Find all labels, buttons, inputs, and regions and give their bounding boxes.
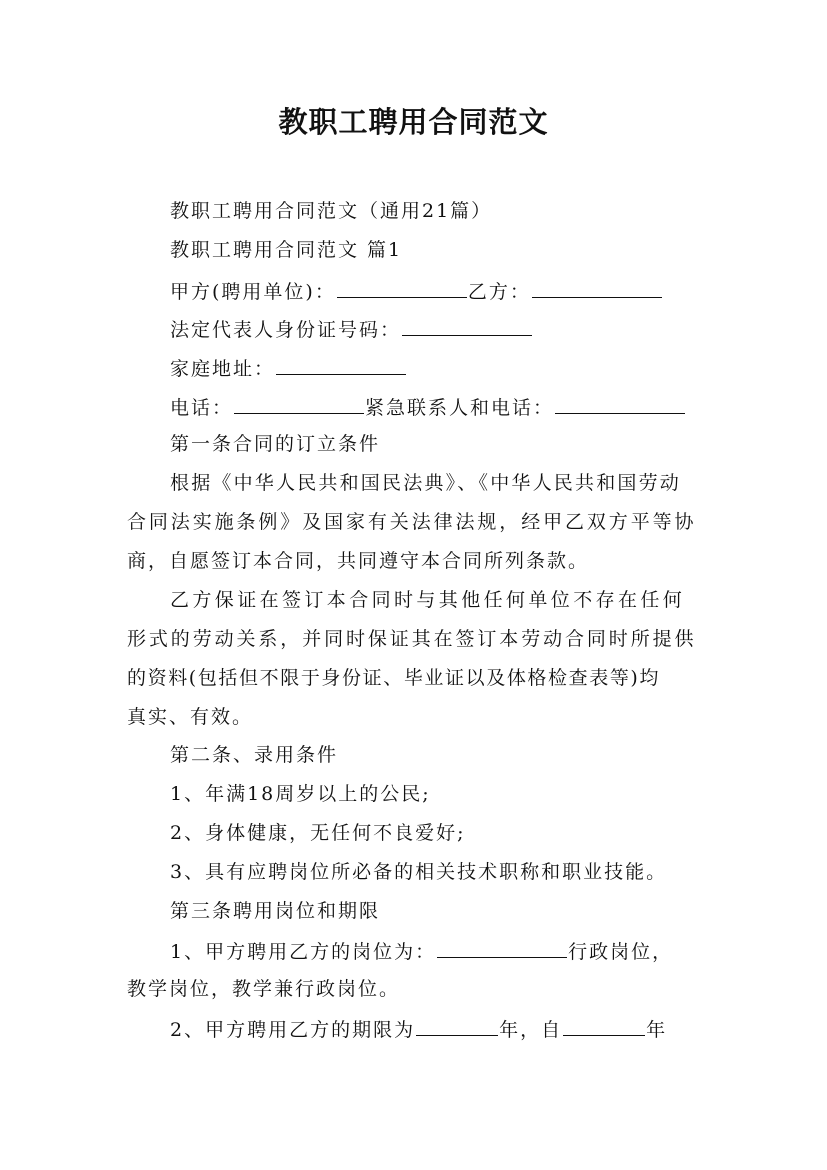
- paragraph-1-line-3: 商，自愿签订本合同，共同遵守本合同所列条款。: [127, 550, 590, 572]
- condition-item-3: 3、具有应聘岗位所必备的相关技术职称和职业技能。: [170, 861, 668, 883]
- position-label: 1、甲方聘用乙方的岗位为：: [170, 941, 437, 963]
- paragraph-2-line-3: 的资料(包括但不限于身份证、毕业证以及体格检查表等)均: [127, 667, 661, 689]
- position-line: [170, 937, 673, 965]
- paragraph-2-line-1: 乙方保证在签订本合同时与其他任何单位不存在任何: [170, 589, 686, 611]
- condition-item-1: 1、年满18周岁以上的公民;: [170, 783, 431, 805]
- paragraph-1-line-2: 合同法实施条例》及国家有关法律法规，经甲乙双方平等协: [127, 511, 697, 533]
- address-blank[interactable]: [276, 354, 406, 375]
- id-number-blank[interactable]: [402, 315, 532, 336]
- party-b-label: 乙方：: [467, 281, 531, 303]
- document-title: 教职工聘用合同范文: [278, 105, 549, 139]
- emergency-contact-blank[interactable]: [555, 393, 685, 414]
- article-3-heading: 第三条聘用岗位和期限: [170, 900, 381, 922]
- phone-line: [170, 393, 686, 421]
- party-a-line: [170, 277, 663, 305]
- address-label: 家庭地址：: [170, 358, 276, 380]
- id-number-line: [170, 315, 533, 343]
- party-b-blank[interactable]: [532, 277, 662, 298]
- paragraph-2-line-4: 真实、有效。: [127, 706, 254, 728]
- condition-item-2: 2、身体健康，无任何不良爱好;: [170, 822, 466, 844]
- party-a-blank[interactable]: [337, 277, 467, 298]
- paragraph-2-line-2: 形式的劳动关系，并同时保证其在签订本劳动合同时所提供: [127, 628, 697, 650]
- position-option-admin: 行政岗位，: [568, 941, 674, 963]
- position-options-line: 教学岗位，教学兼行政岗位。: [127, 978, 401, 1000]
- term-years-blank[interactable]: [416, 1015, 498, 1036]
- paragraph-1-line-1: [170, 470, 702, 496]
- phone-blank[interactable]: [234, 393, 364, 414]
- article-2-heading: 第二条、录用条件: [170, 744, 339, 766]
- paragraph-1-text-1: 根据《中华人民共和国民法典》、《中华人民共和国劳动: [170, 472, 682, 494]
- term-label: 2、甲方聘用乙方的期限为: [170, 1019, 416, 1041]
- party-a-label: 甲方(聘用单位)：: [170, 281, 336, 303]
- emergency-contact-label: 紧急联系人和电话：: [365, 397, 555, 419]
- term-from-label: 年，自: [499, 1019, 563, 1041]
- id-number-label: 法定代表人身份证号码：: [170, 319, 402, 341]
- term-start-year-blank[interactable]: [563, 1015, 645, 1036]
- article-1-heading: 第一条合同的订立条件: [170, 433, 381, 455]
- address-line: [170, 354, 407, 382]
- section-heading-1: 教职工聘用合同范文 篇1: [170, 239, 403, 261]
- phone-label: 电话：: [170, 397, 234, 419]
- position-blank[interactable]: [437, 937, 567, 958]
- term-year-label: 年: [646, 1019, 668, 1041]
- subtitle-line: 教职工聘用合同范文（通用21篇）: [170, 200, 493, 222]
- term-line: [170, 1015, 667, 1043]
